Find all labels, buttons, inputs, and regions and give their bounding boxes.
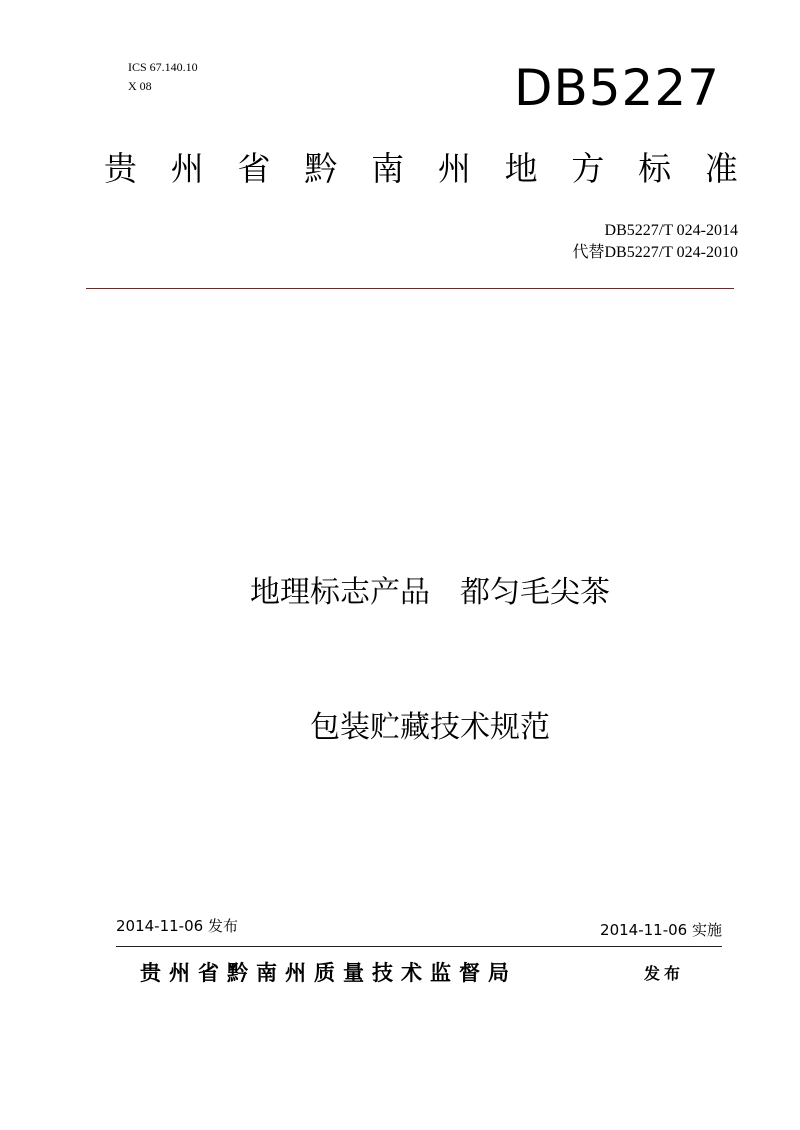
standard-type-char: 省 (237, 149, 271, 188)
ics-code-block (128, 58, 198, 96)
ics-code: ICS 67.140.10 (128, 60, 198, 74)
footer-divider (116, 946, 722, 947)
standard-number-block (573, 220, 739, 264)
ccs-code: X 08 (128, 79, 152, 93)
standard-type-char: 地 (504, 149, 538, 188)
title-line-1: 地理标志产品 都匀毛尖茶 (250, 575, 610, 610)
implement-date: 2014-11-06 实施 (600, 921, 722, 939)
standard-type-char: 州 (170, 149, 204, 188)
title-line-2: 包装贮藏技术规范 (310, 710, 550, 745)
standard-type-char: 黔 (304, 149, 338, 188)
publish-date: 2014-11-06 发布 (116, 917, 238, 935)
standard-type-char: 贵 (104, 149, 137, 188)
standard-type-char: 南 (371, 149, 405, 188)
standard-type-char: 州 (437, 149, 471, 188)
standard-type-heading (104, 146, 738, 192)
replaces-standard: 代替DB5227/T 024-2010 (572, 244, 738, 261)
standard-logo: DB5227 (513, 59, 720, 117)
standard-type-char: 准 (704, 149, 738, 188)
header-divider (86, 288, 734, 289)
document-title (0, 480, 800, 795)
standard-number: DB5227/T 024-2014 (604, 222, 738, 239)
standard-type-char: 标 (638, 149, 672, 188)
issuing-authority: 贵州省黔南州质量技术监督局 (140, 961, 517, 985)
issuer-suffix: 发布 (644, 964, 685, 983)
standard-type-char: 方 (571, 149, 605, 188)
